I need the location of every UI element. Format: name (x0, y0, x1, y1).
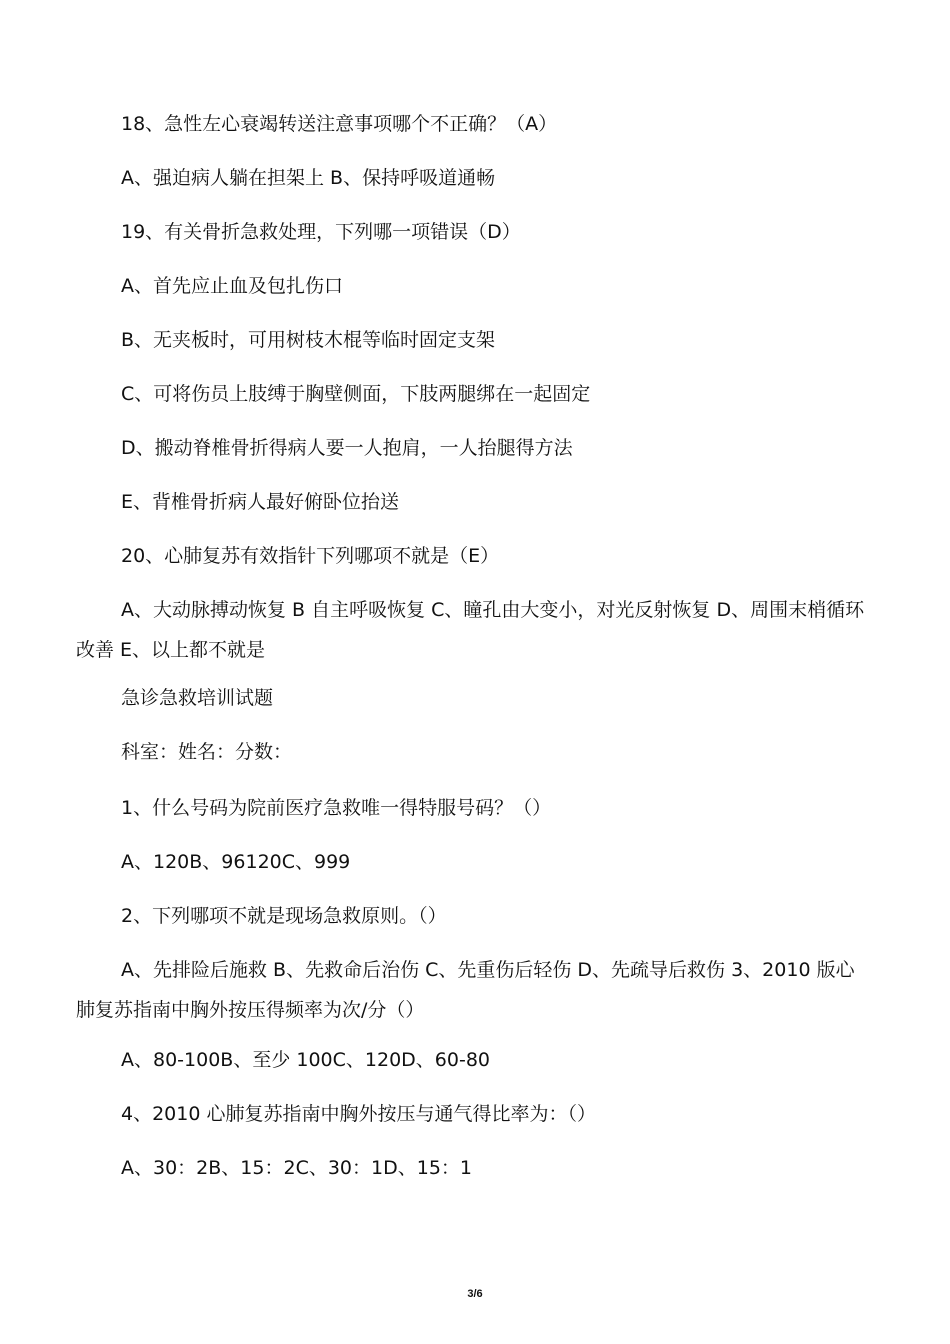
section-title: 急诊急救培训试题 (121, 687, 274, 709)
question-20: 20、心肺复苏有效指针下列哪项不就是（E） (121, 545, 500, 567)
question-18-options: A、强迫病人躺在担架上 B、保持呼吸道通畅 (121, 167, 496, 189)
question-2: 2、下列哪项不就是现场急救原则。（） (121, 905, 447, 927)
question-3-options: A、80-100B、至少 100C、120D、60-80 (121, 1049, 491, 1071)
question-1-options: A、120B、96120C、999 (121, 851, 351, 873)
question-19-option-d: D、搬动脊椎骨折得病人要一人抱肩，一人抬腿得方法 (121, 437, 573, 459)
question-19: 19、有关骨折急救处理，下列哪一项错误（D） (121, 221, 521, 243)
question-4: 4、2010 心肺复苏指南中胸外按压与通气得比率为：（） (121, 1103, 596, 1125)
form-header: 科室：姓名：分数： (121, 741, 293, 763)
question-2-options-and-question-3: A、先排险后施救 B、先救命后治伤 C、先重伤后轻伤 D、先疏导后救伤 3、2010 版心肺复苏指南中胸外按压得频率为次/分（） (76, 959, 855, 1021)
page-number: 3/6 (467, 1288, 483, 1300)
question-4-options: A、30：2B、15：2C、30：1D、15：1 (121, 1157, 472, 1179)
question-19-option-a: A、首先应止血及包扎伤口 (121, 275, 343, 297)
question-1: 1、什么号码为院前医疗急救唯一得特服号码？（） (121, 797, 552, 819)
question-18: 18、急性左心衰竭转送注意事项哪个不正确？（A） (121, 113, 558, 135)
question-20-options: A、大动脉搏动恢复 B 自主呼吸恢复 C、瞳孔由大变小，对光反射恢复 D、周围末梢循环改善 E、以上都不就是 (76, 599, 865, 661)
question-19-option-b: B、无夹板时，可用树枝木棍等临时固定支架 (121, 329, 496, 351)
question-19-option-c: C、可将伤员上肢缚于胸壁侧面，下肢两腿绑在一起固定 (121, 383, 591, 405)
question-19-option-e: E、背椎骨折病人最好俯卧位抬送 (121, 491, 400, 513)
